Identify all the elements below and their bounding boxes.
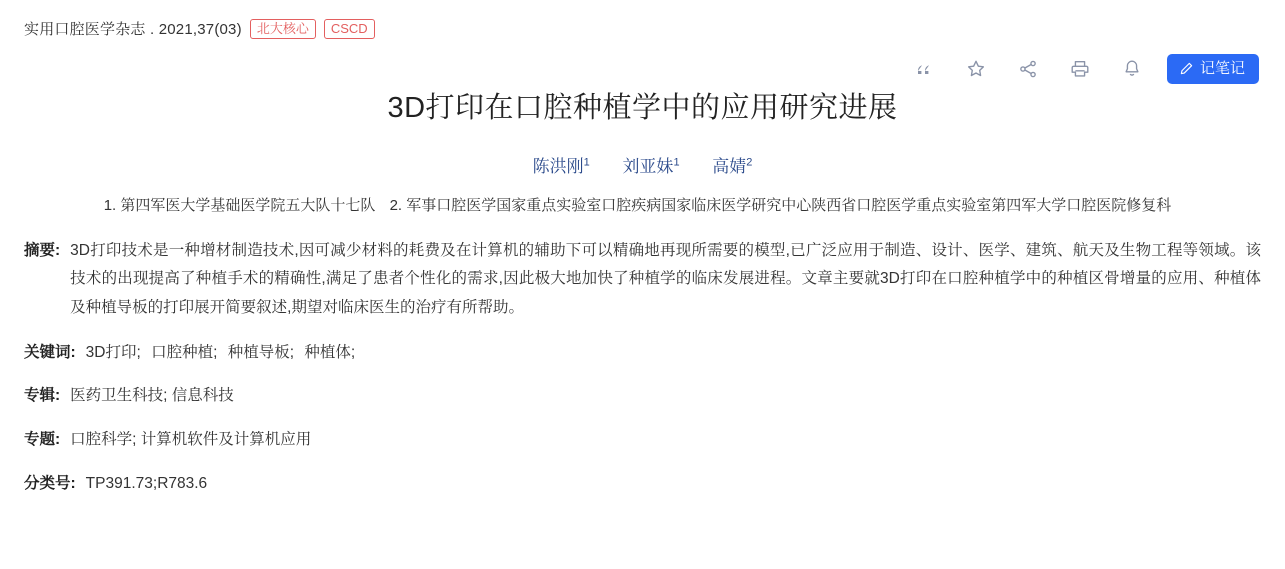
classification-label: 分类号: xyxy=(24,475,76,493)
collection-label: 专辑: xyxy=(24,387,61,405)
affiliation-item[interactable]: 1. 第四军医大学基础医学院五大队十七队 xyxy=(103,197,376,214)
badge-peking-core: 北大核心 xyxy=(250,19,316,39)
author-name: 刘亚妹 xyxy=(622,157,674,176)
affiliation-list xyxy=(24,193,1261,219)
keyword-item[interactable]: 口腔种植; xyxy=(151,343,218,361)
abstract-row xyxy=(24,237,1261,323)
keywords-list xyxy=(86,339,1261,367)
author-item[interactable] xyxy=(712,152,752,177)
topic-label: 专题: xyxy=(24,431,61,449)
author-affiliation-marker: 1 xyxy=(673,156,680,169)
keywords-row xyxy=(24,339,1261,367)
classification-value[interactable]: TP391.73;R783.6 xyxy=(85,475,208,493)
collection-row xyxy=(24,382,1261,410)
author-item[interactable] xyxy=(622,152,679,177)
collection-value[interactable]: 医药卫生科技; 信息科技 xyxy=(70,387,234,405)
topic-value[interactable]: 口腔科学; 计算机软件及计算机应用 xyxy=(70,431,312,449)
author-list xyxy=(0,152,1285,177)
keyword-item[interactable]: 种植体; xyxy=(304,343,356,361)
author-name: 陈洪刚 xyxy=(532,157,584,176)
share-icon[interactable] xyxy=(1011,52,1045,86)
take-note-label: 记笔记 xyxy=(1199,60,1245,77)
author-affiliation-marker: 2 xyxy=(746,156,753,169)
pencil-icon xyxy=(1179,61,1194,76)
page-title: 3D打印在口腔种植学中的应用研究进展 xyxy=(387,92,898,124)
journal-source-text[interactable]: 实用口腔医学杂志 . 2021,37(03) xyxy=(24,21,242,38)
bell-icon[interactable] xyxy=(1115,52,1149,86)
affiliation-item[interactable]: 2. 军事口腔医学国家重点实验室口腔疾病国家临床医学研究中心陕西省口腔医学重点实验室第四军大学口腔医院修复科 xyxy=(389,197,1172,214)
quote-icon[interactable] xyxy=(907,52,941,86)
author-affiliation-marker: 1 xyxy=(583,156,590,169)
journal-source-row xyxy=(0,0,1285,39)
take-note-button[interactable] xyxy=(1167,54,1259,84)
classification-row xyxy=(24,470,1261,498)
print-icon[interactable] xyxy=(1063,52,1097,86)
star-icon[interactable] xyxy=(959,52,993,86)
author-item[interactable] xyxy=(533,152,590,177)
author-name: 高婧 xyxy=(712,157,747,176)
badge-cscd: CSCD xyxy=(324,19,375,39)
action-toolbar xyxy=(907,52,1259,86)
abstract-label: 摘要: xyxy=(24,241,61,259)
keyword-item[interactable]: 种植导板; xyxy=(227,343,295,361)
topic-row xyxy=(24,426,1261,454)
keywords-label: 关键词: xyxy=(24,343,76,361)
abstract-text: 3D打印技术是一种增材制造技术,因可减少材料的耗费及在计算机的辅助下可以精确地再现所需要的模型,已广泛应用于制造、设计、医学、建筑、航天及生物工程等领域。该技术的出现提高了种植手术的精确性,满足了患者个性化的需求,因此极大地加快了种植学的临床发展进程。文章主要就3D打印在口腔种植学中的种植区骨增量的应用、种植体及种植导板的打印展开简要叙述,期望对临床医生的治疗有所帮助。 xyxy=(70,241,1261,316)
article-meta xyxy=(24,237,1261,499)
keyword-item[interactable]: 3D打印; xyxy=(85,343,141,361)
